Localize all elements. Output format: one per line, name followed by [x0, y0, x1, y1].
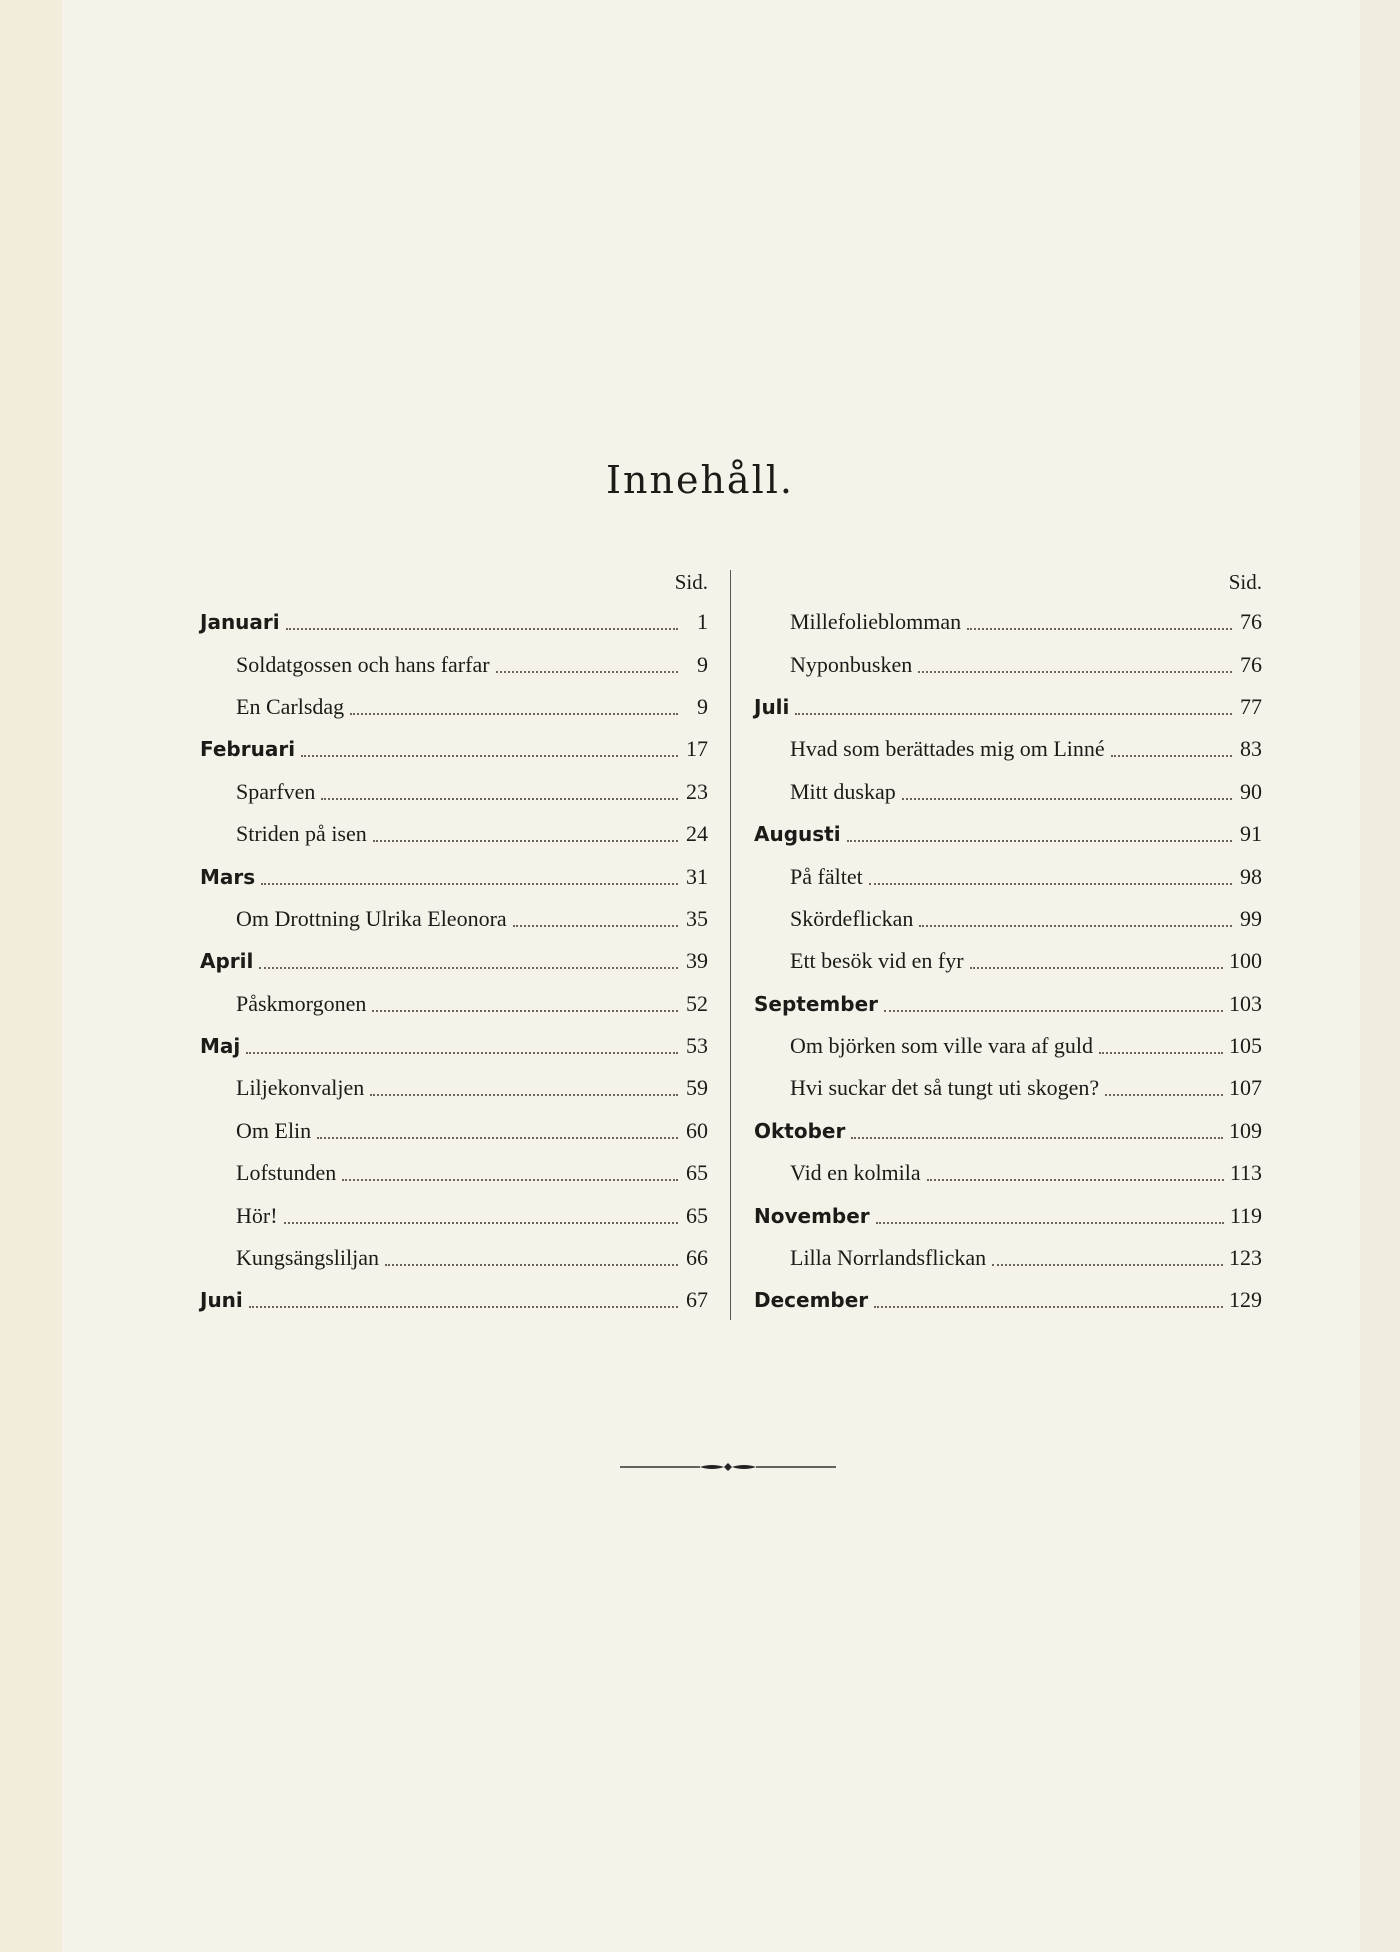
- page-title: Innehåll.: [606, 458, 794, 502]
- toc-entry-title: Oktober: [754, 1118, 846, 1143]
- toc-entry-title: Soldatgossen och hans farfar: [236, 651, 490, 677]
- toc-entry-page: 103: [1229, 990, 1262, 1016]
- toc-entry[interactable]: [754, 686, 1262, 728]
- toc-entry-title: Millefolieblomman: [790, 609, 962, 635]
- dot-leader: [970, 967, 1223, 969]
- toc-right-list: [754, 601, 1262, 1322]
- end-ornament: [620, 1460, 836, 1474]
- toc-entry-title: Juni: [200, 1288, 243, 1313]
- toc-entry-page: 66: [686, 1245, 708, 1271]
- toc-entry-title: Januari: [200, 610, 280, 635]
- toc-entry[interactable]: [200, 855, 708, 897]
- toc-entry-page: 100: [1229, 948, 1262, 974]
- toc-entry-page: 23: [686, 778, 708, 804]
- toc-entry[interactable]: [754, 940, 1262, 982]
- toc-entry-title: Hvad som berättades mig om Linné: [790, 736, 1105, 762]
- toc-entry-page: 105: [1229, 1033, 1262, 1059]
- toc-entry[interactable]: [200, 983, 708, 1025]
- toc-entry-page: 67: [686, 1287, 708, 1313]
- toc-entry-title: Februari: [200, 737, 296, 762]
- toc-entry-page: 17: [686, 736, 708, 762]
- toc-entry-title: Lilla Norrlandsflickan: [790, 1245, 987, 1271]
- toc-entry-page: 98: [1240, 863, 1262, 889]
- toc-entry-page: 60: [686, 1117, 708, 1143]
- dot-leader: [1105, 1094, 1223, 1096]
- toc-entry[interactable]: [754, 601, 1262, 643]
- dot-leader: [350, 713, 678, 715]
- toc-entry[interactable]: [200, 686, 708, 728]
- toc-entry-title: Om Elin: [236, 1117, 312, 1143]
- dot-leader: [851, 1137, 1223, 1139]
- dot-leader: [370, 1094, 678, 1096]
- toc-entry[interactable]: [754, 1110, 1262, 1152]
- toc-entry-page: 83: [1240, 736, 1262, 762]
- toc-entry-title: April: [200, 949, 254, 974]
- toc-entry-title: Mitt duskap: [790, 778, 896, 804]
- dot-leader: [259, 967, 678, 969]
- toc-entry-page: 31: [686, 863, 708, 889]
- toc-entry-title: Om björken som ville vara af guld: [790, 1033, 1094, 1059]
- toc-entry[interactable]: [200, 940, 708, 982]
- toc-entry[interactable]: [200, 601, 708, 643]
- toc-entry-title: Hvi suckar det så tungt uti skogen?: [790, 1075, 1100, 1101]
- toc-entry-page: 65: [686, 1160, 708, 1186]
- show-through-bleed: [500, 395, 960, 435]
- toc-entry[interactable]: [754, 898, 1262, 940]
- dot-leader: [286, 628, 678, 630]
- sid-header-right: Sid.: [1228, 570, 1262, 594]
- toc-entry-title: Augusti: [754, 822, 841, 847]
- toc-entry-page: 99: [1240, 905, 1262, 931]
- toc-entry-title: November: [754, 1203, 870, 1228]
- toc-entry[interactable]: [200, 1237, 708, 1279]
- dot-leader: [321, 798, 678, 800]
- toc-entry[interactable]: [754, 983, 1262, 1025]
- toc-entry-page: 76: [1240, 651, 1262, 677]
- toc-entry-title: Ett besök vid en fyr: [790, 948, 964, 974]
- dot-leader: [513, 925, 678, 927]
- toc-entry[interactable]: [200, 898, 708, 940]
- dot-leader: [1111, 755, 1232, 757]
- toc-entry[interactable]: [200, 1279, 708, 1321]
- toc-entry-title: Nyponbusken: [790, 651, 913, 677]
- dot-leader: [385, 1264, 678, 1266]
- toc-entry[interactable]: [754, 728, 1262, 770]
- toc-entry[interactable]: [754, 1194, 1262, 1236]
- toc-entry[interactable]: [200, 1152, 708, 1194]
- ornament-diamond: [724, 1463, 732, 1471]
- toc-entry-page: 129: [1229, 1287, 1262, 1313]
- dot-leader: [876, 1222, 1224, 1224]
- toc-entry-page: 9: [697, 693, 708, 719]
- dot-leader: [246, 1052, 678, 1054]
- sid-header-left: Sid.: [674, 570, 708, 594]
- toc-entry[interactable]: [754, 855, 1262, 897]
- toc-entry-page: 35: [686, 905, 708, 931]
- toc-entry[interactable]: [200, 728, 708, 770]
- toc-entry-page: 90: [1240, 778, 1262, 804]
- dot-leader: [918, 671, 1232, 673]
- dot-leader: [342, 1179, 678, 1181]
- toc-entry[interactable]: [754, 1279, 1262, 1321]
- dot-leader: [284, 1222, 678, 1224]
- toc-entry[interactable]: [754, 1025, 1262, 1067]
- toc-entry-page: 65: [686, 1202, 708, 1228]
- dot-leader: [372, 1010, 678, 1012]
- toc-entry-page: 9: [697, 651, 708, 677]
- toc-entry[interactable]: [754, 1067, 1262, 1109]
- dot-leader: [795, 713, 1232, 715]
- toc-entry[interactable]: [200, 1025, 708, 1067]
- toc-left-list: [200, 601, 708, 1322]
- toc-entry-page: 119: [1229, 1202, 1262, 1228]
- toc-entry-title: Kungsängsliljan: [236, 1245, 379, 1271]
- toc-entry-page: 1: [697, 609, 708, 635]
- toc-entry[interactable]: [200, 1110, 708, 1152]
- toc-entry[interactable]: [200, 771, 708, 813]
- toc-entry[interactable]: [754, 643, 1262, 685]
- dot-leader: [874, 1306, 1223, 1308]
- toc-entry-title: December: [754, 1288, 869, 1313]
- toc-entry-title: Lofstunden: [236, 1160, 337, 1186]
- toc-entry-title: Sparfven: [236, 778, 316, 804]
- toc-entry[interactable]: [200, 1194, 708, 1236]
- dot-leader: [847, 840, 1232, 842]
- toc-entry-title: September: [754, 991, 878, 1016]
- toc-entry-title: Liljekonvaljen: [236, 1075, 365, 1101]
- toc-entry-page: 91: [1240, 821, 1262, 847]
- toc-entry-page: 123: [1229, 1245, 1262, 1271]
- dot-leader: [301, 755, 678, 757]
- dot-leader: [1099, 1052, 1223, 1054]
- toc-left-column: [200, 563, 708, 1322]
- dot-leader: [373, 840, 678, 842]
- toc-entry-page: 39: [686, 948, 708, 974]
- dot-leader: [902, 798, 1232, 800]
- column-divider: [730, 570, 731, 1320]
- toc-entry-title: Hör!: [236, 1202, 278, 1228]
- toc-entry-title: Om Drottning Ulrika Eleonora: [236, 905, 507, 931]
- dot-leader: [919, 925, 1232, 927]
- dot-leader: [317, 1137, 678, 1139]
- toc-entry-page: 76: [1240, 609, 1262, 635]
- toc-entry-title: Påskmorgonen: [236, 990, 367, 1016]
- dot-leader: [261, 883, 678, 885]
- toc-entry-title: Skördeflickan: [790, 905, 914, 931]
- dot-leader: [496, 671, 678, 673]
- toc-entry-page: 53: [686, 1033, 708, 1059]
- toc-entry[interactable]: [754, 813, 1262, 855]
- ornament-leaf-left: [700, 1465, 724, 1469]
- toc-entry-title: Vid en kolmila: [790, 1160, 921, 1186]
- toc-entry-page: 52: [686, 990, 708, 1016]
- toc-entry-page: 107: [1229, 1075, 1262, 1101]
- toc-entry[interactable]: [200, 813, 708, 855]
- toc-entry-page: 77: [1240, 693, 1262, 719]
- dot-leader: [869, 883, 1232, 885]
- toc-entry[interactable]: [200, 643, 708, 685]
- page-edge: [1360, 0, 1400, 1952]
- toc-entry-page: 59: [686, 1075, 708, 1101]
- toc-entry-page: 24: [686, 821, 708, 847]
- toc-entry-title: Juli: [754, 694, 790, 719]
- toc-entry-page: 109: [1229, 1117, 1262, 1143]
- toc-entry-title: Maj: [200, 1034, 241, 1059]
- toc-entry[interactable]: [754, 771, 1262, 813]
- dot-leader: [992, 1264, 1223, 1266]
- toc-entry-title: På fältet: [790, 863, 863, 889]
- toc-entry-title: Mars: [200, 864, 256, 889]
- toc-entry[interactable]: [200, 1067, 708, 1109]
- toc-entry-page: 113: [1229, 1160, 1262, 1186]
- dot-leader: [884, 1010, 1223, 1012]
- toc-entry-title: Striden på isen: [236, 821, 367, 847]
- dot-leader: [927, 1179, 1224, 1181]
- dot-leader: [249, 1306, 678, 1308]
- toc-right-column: [754, 563, 1262, 1322]
- toc-entry-title: En Carlsdag: [236, 693, 345, 719]
- dot-leader: [967, 628, 1232, 630]
- toc-entry[interactable]: [754, 1237, 1262, 1279]
- toc-entry[interactable]: [754, 1152, 1262, 1194]
- ornament-leaf-right: [732, 1465, 756, 1469]
